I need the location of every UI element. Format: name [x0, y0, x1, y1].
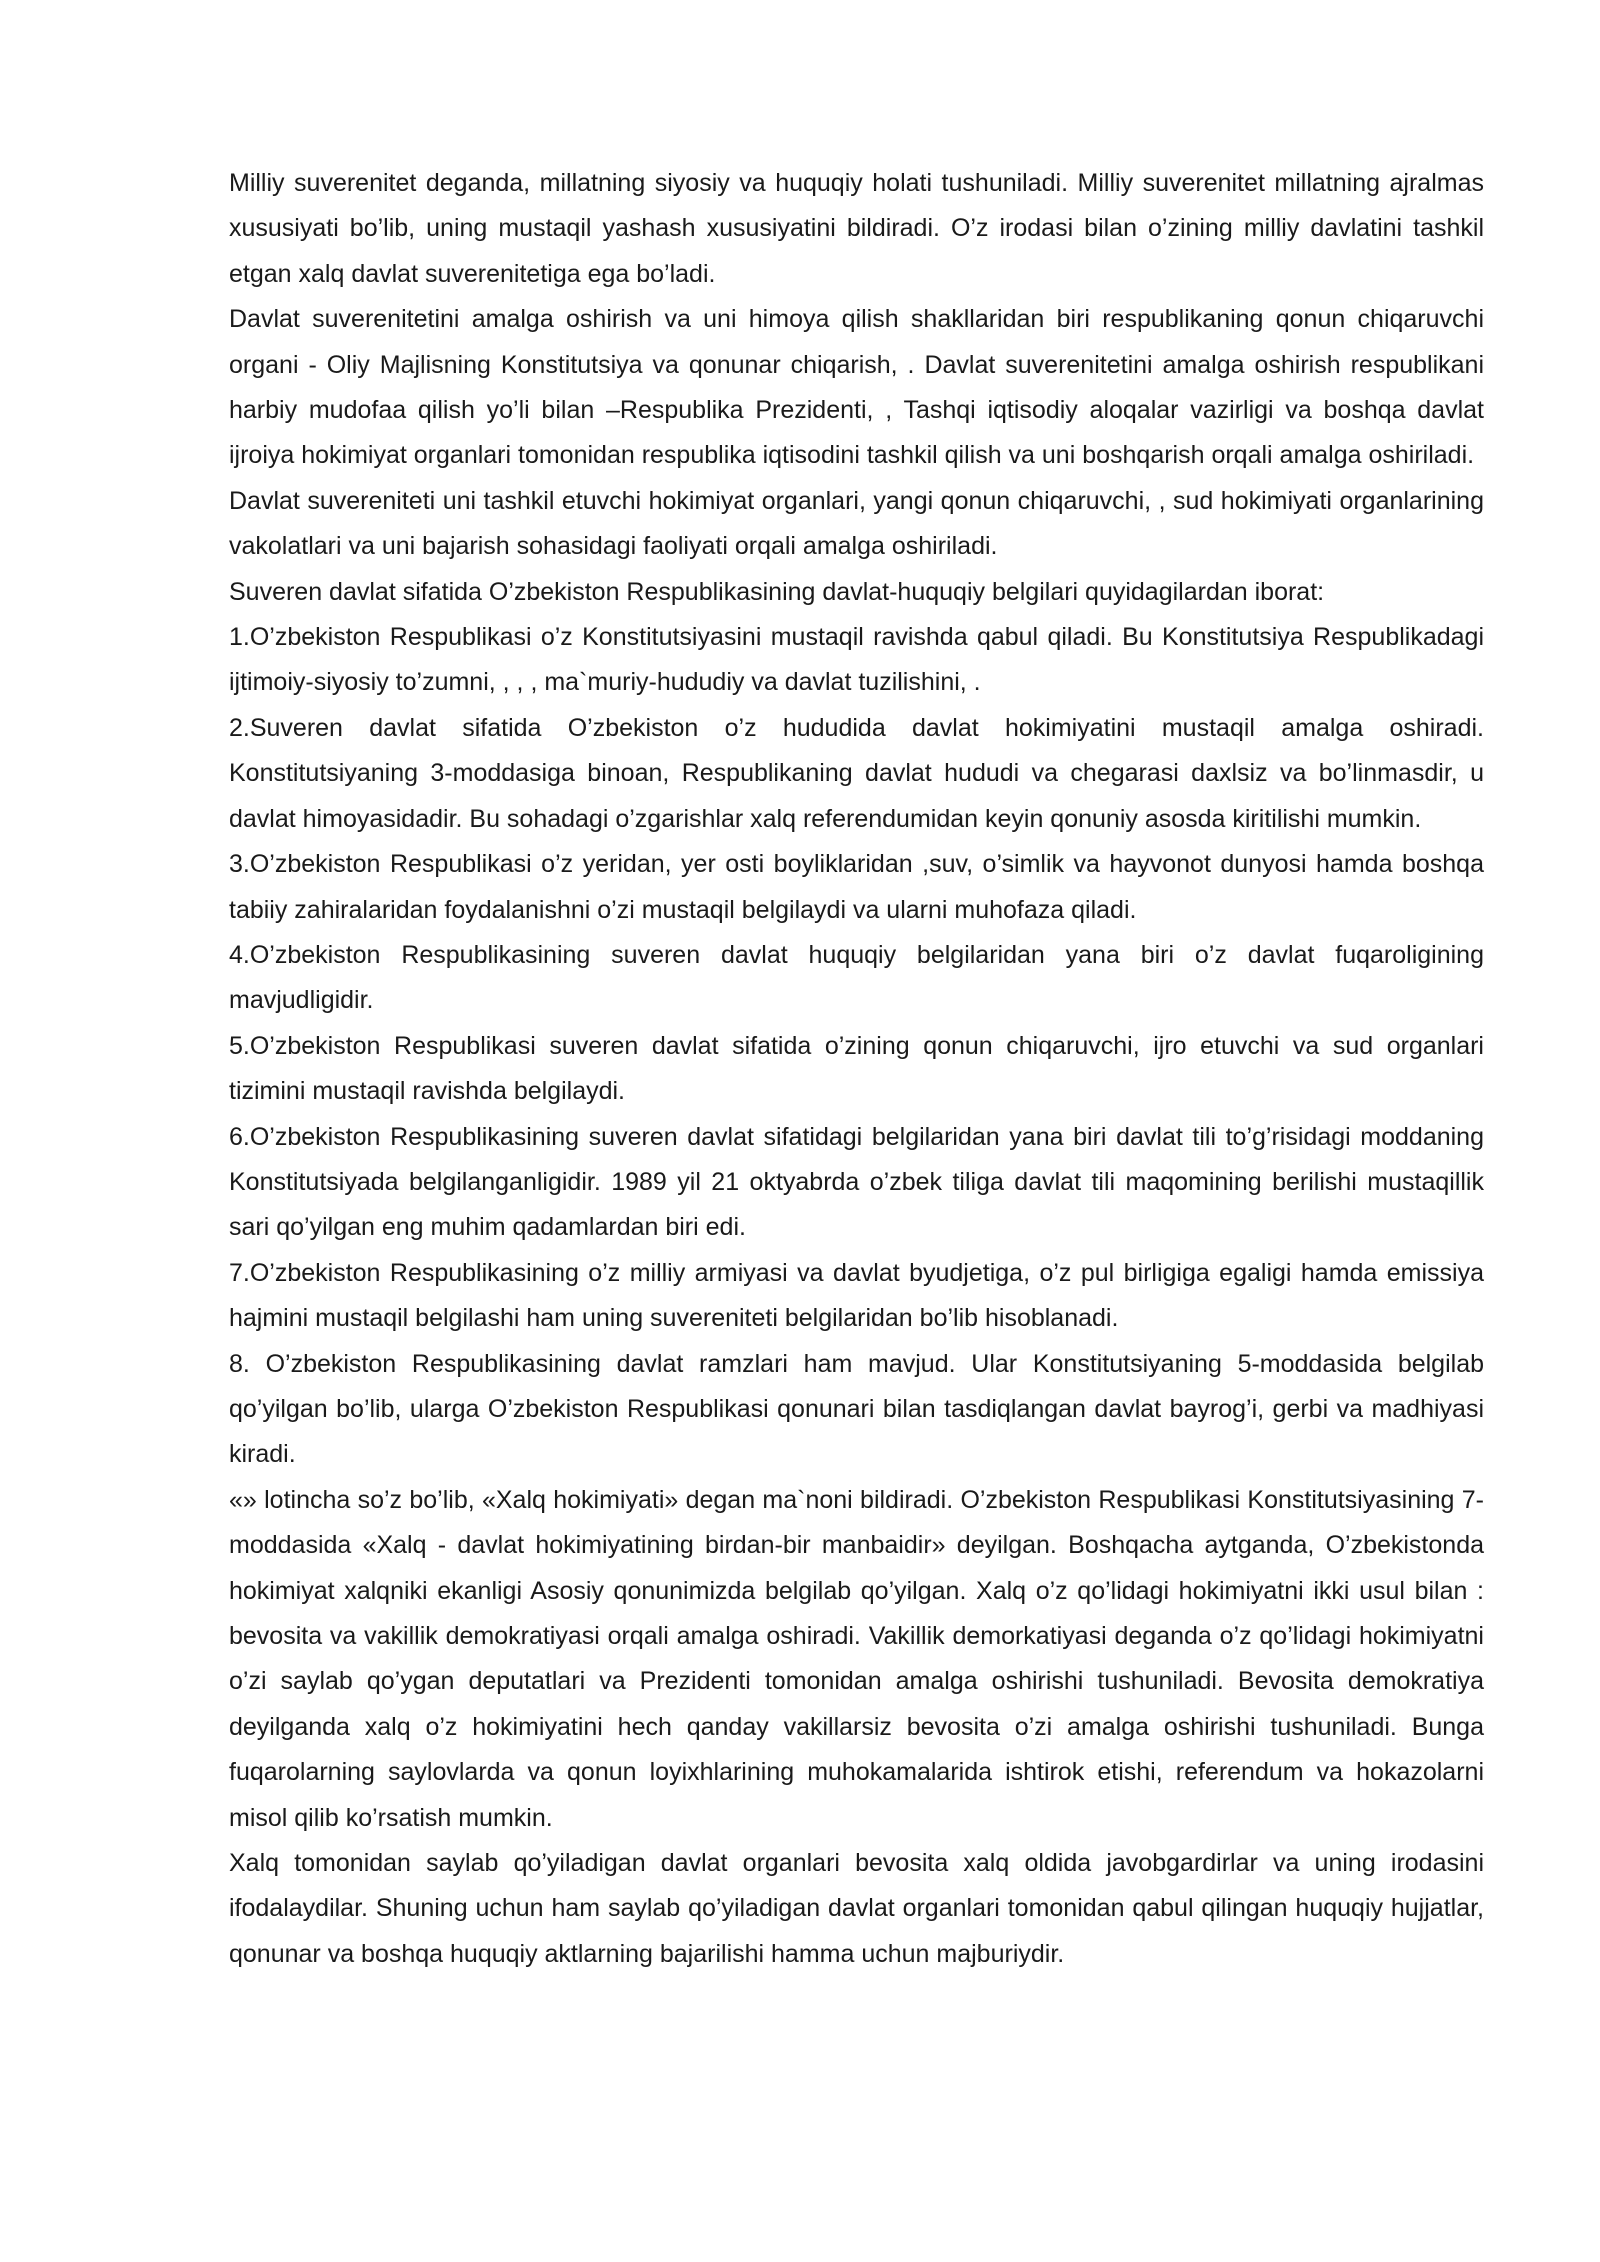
list-item-5: 5.O’zbekiston Respublikasi suveren davlat sifatida o’zining qonun chiqaruvchi, ijro etuvchi va sud organlari tizimini mustaqil ravishda belgilaydi. — [229, 1031, 1484, 1106]
list-item-2: 2.Suveren davlat sifatida O’zbekiston o’z hududida davlat hokimiyatini mustaqil amalga oshiradi. Konstitutsiyaning 3-moddasiga binoan, Respublikaning davlat hududi va chegarasi daxlsiz va bo’linmasdir, u davlat himoyasidadir. Bu sohadagi o’zgarishlar xalq referendumidan keyin qonuniy asosda kiritilishi mumkin. — [229, 713, 1484, 833]
list-item-7: 7.O’zbekiston Respublikasining o’z milliy armiyasi va davlat byudjetiga, o’z pul birligiga egaligi hamda emissiya hajmini mustaqil belgilashi ham uning suvereniteti belgilaridan bo’lib hisoblanadi. — [229, 1258, 1484, 1333]
paragraph-xalq-hokimiyati: «» lotincha so’z bo’lib, «Xalq hokimiyati» degan ma`noni bildiradi. O’zbekiston Respublikasi Konstitutsiyasining 7-moddasida «Xalq - davlat hokimiyatining birdan-bir manbaidir» deyilgan. Boshqacha aytganda, O’zbekistonda hokimiyat xalqniki ekanligi Asosiy qonunimizda belgilab qo’yilgan. Xalq o’z qo’lidagi hokimiyatni ikki usul bilan : bevosita va vakillik demokratiyasi orqali amalga oshiradi. Vakillik demorkatiyasi deganda o’z qo’lidagi hokimiyatni o’zi saylab qo’ygan deputatlari va Prezidenti tomonidan amalga oshirishi tushuniladi. Bevosita demokratiya deyilganda xalq o’z hokimiyatini hech qanday vakillarsiz bevosita o’zi amalga oshirishi tushuniladi. Bunga fuqarolarning saylovlarda va qonun loyixhlarining muhokamalarida ishtirok etishi, referendum va hokazolarni misol qilib ko’rsatish mumkin. — [229, 1485, 1484, 1832]
paragraph-davlat-suverenitetini-amalga: Davlat suverenitetini amalga oshirish va uni himoya qilish shakllaridan biri respublikaning qonun chiqaruvchi organi - Oliy Majlisning Konstitutsiya va qonunar chiqarish, . Davlat suverenitetini amalga oshirish respublikani harbiy mudofaa qilish yo’li bilan –Respublika Prezidenti, , Tashqi iqtisodiy aloqalar vazirligi va boshqa davlat ijroiya hokimiyat organlari tomonidan respublika iqtisodini tashkil qilish va uni boshqarish orqali amalga oshiriladi. — [229, 305, 1484, 470]
paragraph-davlat-suvereniteti-organlari: Davlat suvereniteti uni tashkil etuvchi hokimiyat organlari, yangi qonun chiqaruvchi, , sud hokimiyati organlarining vakolatlari va uni bajarish sohasidagi faoliyati orqali amalga oshiriladi. — [229, 486, 1484, 561]
list-item-8: 8. O’zbekiston Respublikasining davlat ramzlari ham mavjud. Ular Konstitutsiyaning 5-moddasida belgilab qo’yilgan bo’lib, ularga O’zbekiston Respublikasi qonunari bilan tasdiqlangan davlat bayrog’i, gerbi va madhiyasi kiradi. — [229, 1349, 1484, 1469]
list-item-6: 6.O’zbekiston Respublikasining suveren davlat sifatidagi belgilaridan yana biri davlat tili to’g’risidagi moddaning Konstitutsiyada belgilanganligidir. 1989 yil 21 oktyabrda o’zbek tiliga davlat tili maqomining berilishi mustaqillik sari qo’yilgan eng muhim qadamlardan biri edi. — [229, 1122, 1484, 1242]
paragraph-saylab-organlar: Xalq tomonidan saylab qo’yiladigan davlat organlari bevosita xalq oldida javobgardirlar va uning irodasini ifodalaydilar. Shuning uchun ham saylab qo’yiladigan davlat organlari tomonidan qabul qilingan huquqiy hujjatlar, qonunar va boshqa huquqiy aktlarning bajarilishi hamma uchun majburiydir. — [229, 1849, 1484, 1968]
list-item-3: 3.O’zbekiston Respublikasi o’z yeridan, yer osti boyliklaridan ,suv, o’simlik va hayvonot dunyosi hamda boshqa tabiiy zahiralaridan foydalanishni o’zi mustaqil belgilaydi va ularni muhofaza qiladi. — [229, 850, 1484, 924]
list-item-4: 4.O’zbekiston Respublikasining suveren davlat huquqiy belgilaridan yana biri o’z davlat fuqaroligining mavjudligidir. — [229, 940, 1484, 1015]
paragraph-milliy-suverenitet: Milliy suverenitet deganda, millatning siyosiy va huquqiy holati tushuniladi. Milliy suverenitet millatning ajralmas xususiyati bo’lib, uning mustaqil yashash xususiyatini bildiradi. O’z irodasi bilan o’zining milliy davlatini tashkil etgan xalq davlat suverenitetiga ega bo’ladi. — [229, 169, 1484, 288]
list-item-1: 1.O’zbekiston Respublikasi o’z Konstitutsiyasini mustaqil ravishda qabul qiladi. Bu Konstitutsiya Respublikadagi ijtimoiy-siyosiy to’zumni, , , , ma`muriy-hududiy va davlat tuzilishini, . — [229, 623, 1484, 697]
document-body — [229, 161, 1484, 1977]
paragraph-belgilar-intro: Suveren davlat sifatida O’zbekiston Respublikasining davlat-huquqiy belgilari quyidagilardan iborat: — [229, 577, 1325, 606]
